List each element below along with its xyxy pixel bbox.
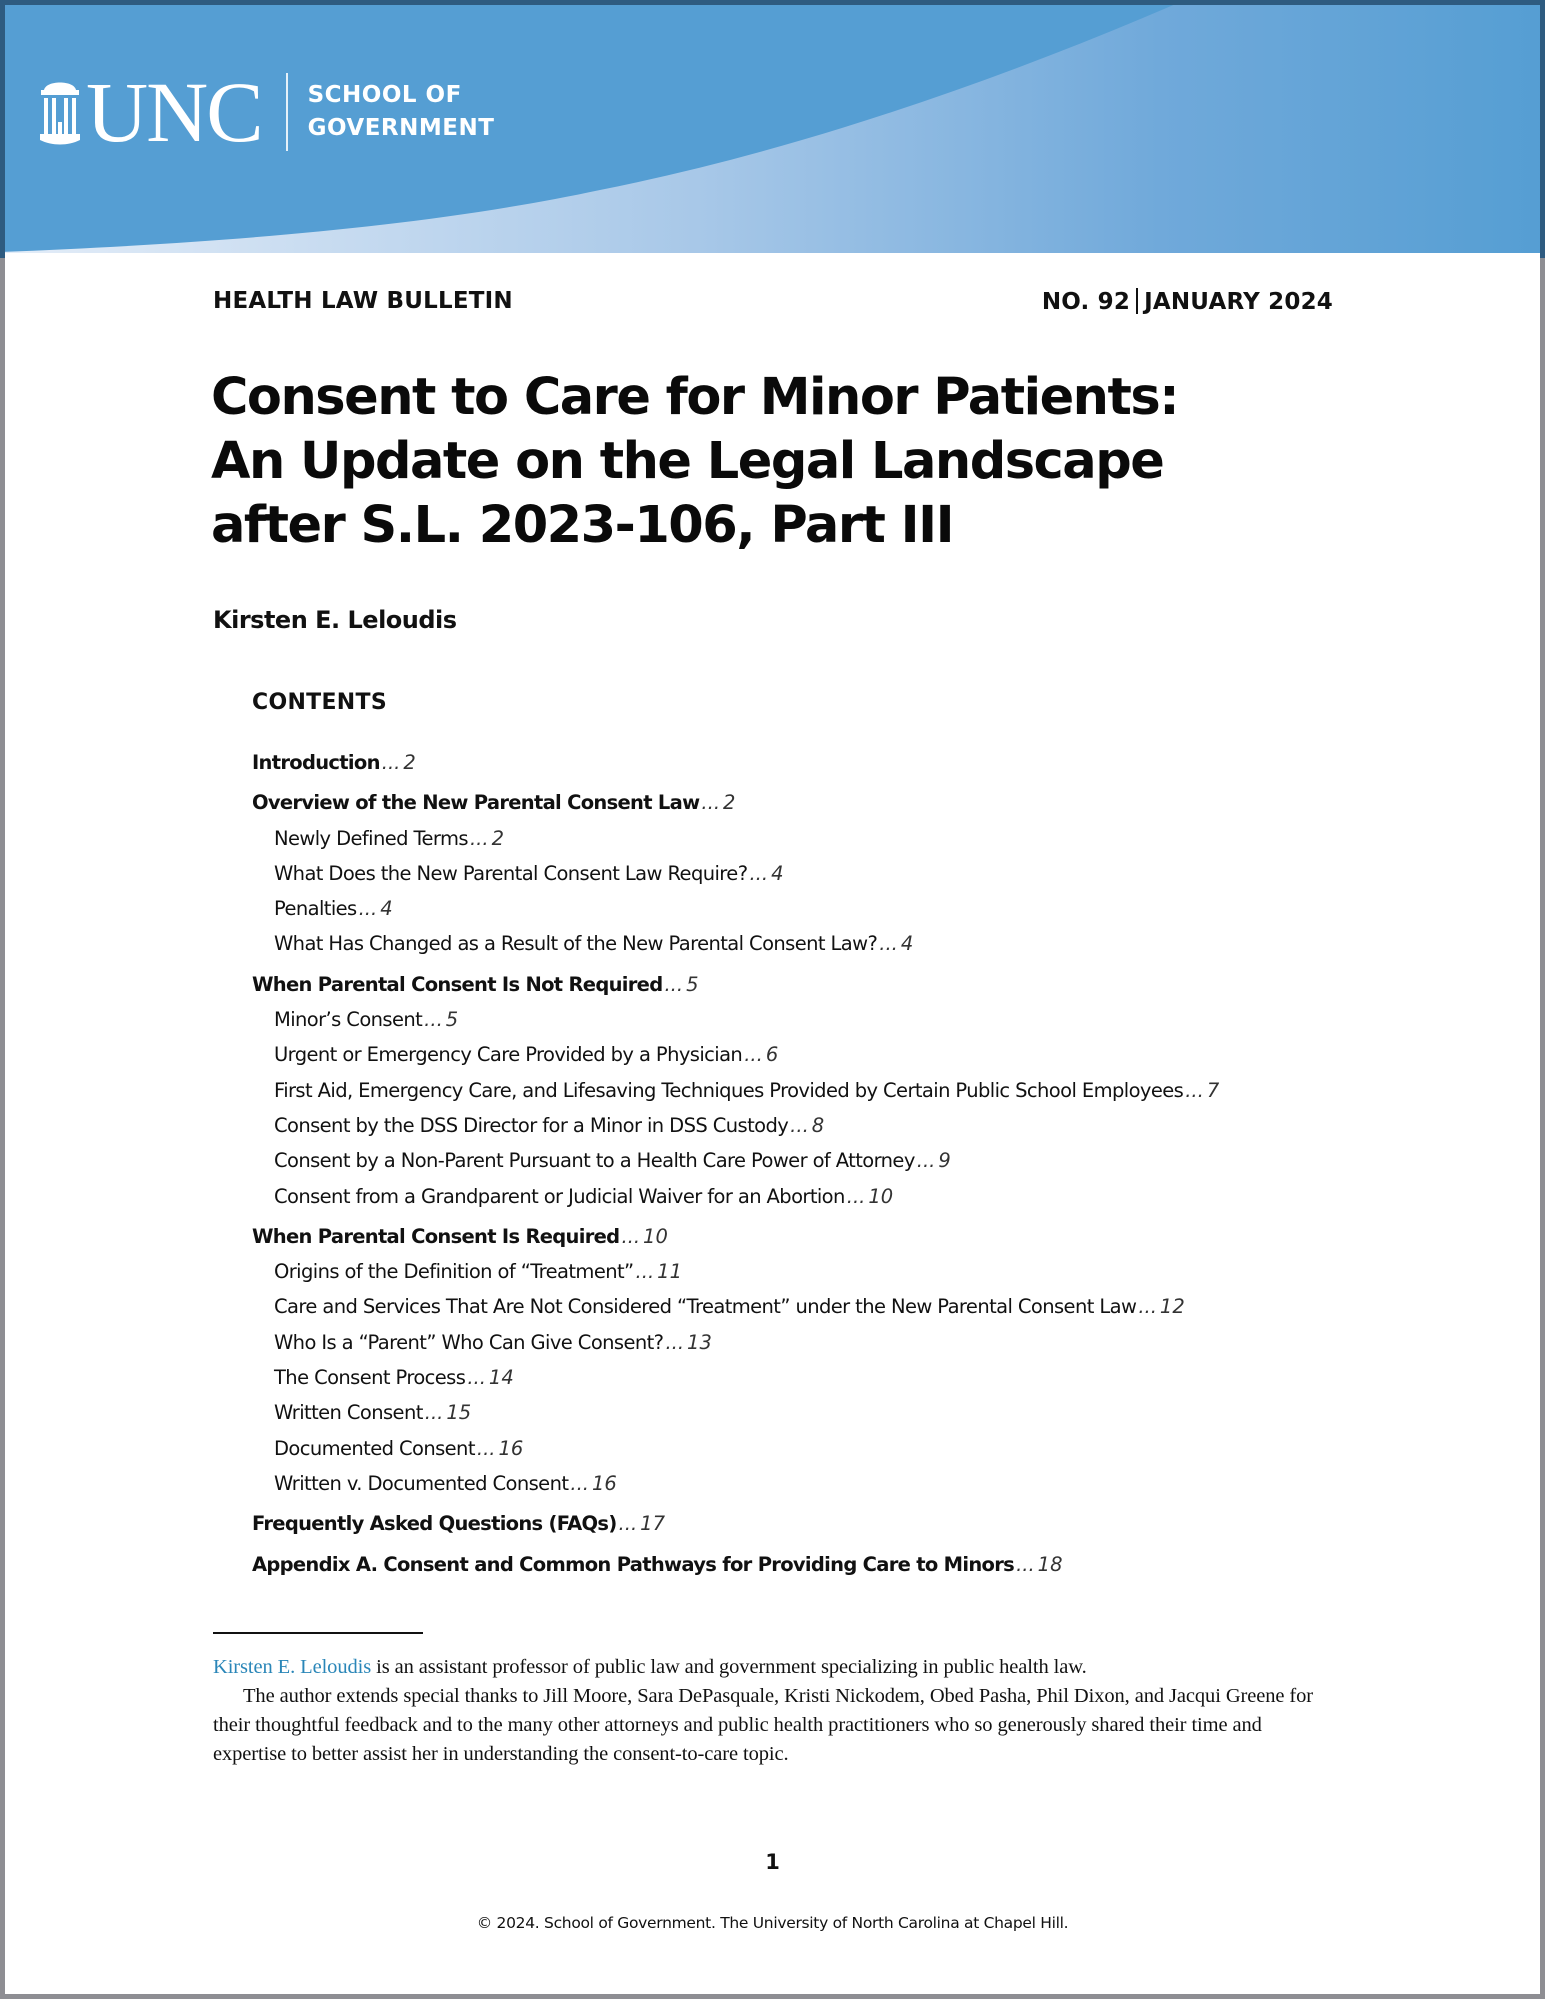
- toc-item-label: The Consent Process: [274, 1366, 466, 1390]
- toc-leader-dots: ...: [467, 1366, 486, 1390]
- toc-page-number: 8: [811, 1113, 825, 1137]
- toc-page-number: 15: [446, 1401, 472, 1425]
- contents-heading: CONTENTS: [252, 690, 387, 715]
- toc-item-label: Consent from a Grandparent or Judicial Waiver for an Abortion: [274, 1184, 845, 1208]
- toc-item-label: Care and Services That Are Not Considered “Treatment” under the New Parental Consent Law: [274, 1295, 1137, 1319]
- toc-item-label: Frequently Asked Questions (FAQs): [252, 1512, 617, 1536]
- unc-sog-logo: [38, 64, 495, 160]
- toc-item-label: Introduction: [252, 751, 380, 774]
- toc-leader-dots: ...: [749, 861, 769, 885]
- toc-leader-dots: ...: [1185, 1078, 1204, 1102]
- school-line-2: GOVERNMENT: [307, 115, 495, 141]
- toc-item-label: Urgent or Emergency Care Provided by a Physician: [274, 1043, 743, 1067]
- toc-subsection-item[interactable]: [252, 1073, 1352, 1108]
- toc-item-label: Appendix A. Consent and Common Pathways for Providing Care to Minors: [252, 1552, 1015, 1576]
- toc-leader-dots: ...: [381, 751, 401, 774]
- toc-item-label: Consent by the DSS Director for a Minor in DSS Custody: [274, 1113, 789, 1137]
- toc-page-number: 10: [643, 1224, 668, 1248]
- toc-item-label: Penalties: [274, 897, 357, 921]
- toc-leader-dots: ...: [1138, 1295, 1157, 1319]
- toc-item-label: First Aid, Emergency Care, and Lifesaving Techniques Provided by Certain Public School Employees: [274, 1078, 1184, 1102]
- toc-leader-dots: ...: [358, 897, 378, 921]
- toc-leader-dots: ...: [879, 932, 898, 956]
- toc-item-label: Consent by a Non-Parent Pursuant to a Health Care Power of Attorney: [274, 1149, 915, 1173]
- toc-section-item[interactable]: [252, 785, 1352, 820]
- toc-subsection-item[interactable]: [252, 1143, 1352, 1178]
- copyright-notice: © 2024. School of Government. The University of North Carolina at Chapel Hill.: [476, 1914, 1069, 1932]
- toc-item-label: Written Consent: [274, 1401, 423, 1425]
- toc-leader-dots: ...: [916, 1149, 936, 1173]
- toc-subsection-item[interactable]: [252, 1360, 1352, 1395]
- toc-leader-dots: ...: [665, 1330, 685, 1354]
- toc-item-label: Overview of the New Parental Consent Law: [252, 791, 700, 815]
- toc-item-label: Who Is a “Parent” Who Can Give Consent?: [274, 1330, 664, 1354]
- toc-leader-dots: ...: [618, 1512, 638, 1536]
- title-line-1: Consent to Care for Minor Patients:: [211, 368, 1179, 427]
- toc-subsection-item[interactable]: [252, 1002, 1352, 1037]
- toc-leader-dots: ...: [469, 826, 489, 850]
- document-title: [211, 366, 1361, 558]
- toc-item-label: Documented Consent: [274, 1436, 475, 1460]
- unc-wordmark: UNC: [86, 64, 262, 160]
- toc-page-number: 5: [445, 1008, 459, 1032]
- toc-item-label: Newly Defined Terms: [274, 826, 468, 850]
- toc-subsection-item[interactable]: [252, 1254, 1352, 1289]
- school-line-1: SCHOOL OF: [307, 82, 462, 108]
- toc-item-label: What Has Changed as a Result of the New Parental Consent Law?: [274, 932, 878, 956]
- toc-section-item[interactable]: [252, 1506, 1352, 1541]
- footnote-acknowledgments: The author extends special thanks to Jill Moore, Sara DePasquale, Kristi Nickodem, Obed Pasha, Phil Dixon, and Jacqui Greene for their thoughtful feedback and to the many other attorneys and public health practitioners who so generously shared their time and expertise to better assist her in understanding the consent-to-care topic.: [213, 1685, 1314, 1765]
- toc-item-label: Written v. Documented Consent: [274, 1471, 569, 1495]
- toc-page-number: 5: [686, 972, 699, 996]
- toc-item-label: What Does the New Parental Consent Law Require?: [274, 861, 748, 885]
- footnote-author-bio: [213, 1653, 1338, 1682]
- toc-subsection-item[interactable]: [252, 1179, 1352, 1214]
- toc-subsection-item[interactable]: [252, 1431, 1352, 1466]
- toc-page-number: 6: [765, 1043, 779, 1067]
- toc-page-number: 11: [657, 1260, 682, 1284]
- toc-subsection-item[interactable]: [252, 1108, 1352, 1143]
- toc-leader-dots: ...: [424, 1008, 443, 1032]
- author-bio-text: is an assistant professor of public law and government specializing in public health law.: [371, 1656, 1087, 1678]
- toc-item-label: Minor’s Consent: [274, 1008, 423, 1032]
- table-of-contents: [252, 745, 1352, 1582]
- toc-page-number: 2: [403, 751, 416, 774]
- toc-leader-dots: ...: [1016, 1552, 1035, 1576]
- toc-page-number: 4: [900, 932, 914, 956]
- toc-leader-dots: ...: [424, 1401, 444, 1425]
- toc-subsection-item[interactable]: [252, 891, 1352, 926]
- toc-page-number: 9: [938, 1149, 951, 1173]
- toc-page-number: 7: [1206, 1078, 1220, 1102]
- toc-page-number: 16: [498, 1436, 524, 1460]
- toc-subsection-item[interactable]: [252, 1395, 1352, 1430]
- toc-page-number: 13: [687, 1330, 712, 1354]
- bulletin-issue: [1042, 288, 1333, 315]
- toc-page-number: 2: [491, 826, 504, 850]
- toc-leader-dots: ...: [621, 1224, 641, 1248]
- toc-subsection-item[interactable]: [252, 926, 1352, 961]
- toc-section-item[interactable]: [252, 1547, 1352, 1582]
- toc-page-number: 14: [488, 1366, 514, 1390]
- footnote-rule: [213, 1632, 423, 1634]
- toc-section-item[interactable]: [252, 1219, 1352, 1254]
- bulletin-bar: [213, 288, 1333, 315]
- toc-item-label: When Parental Consent Is Not Required: [252, 972, 663, 996]
- toc-item-label: When Parental Consent Is Required: [252, 1224, 620, 1248]
- old-well-icon: [38, 76, 82, 148]
- toc-subsection-item[interactable]: [252, 1466, 1352, 1501]
- toc-page-number: 4: [380, 897, 393, 921]
- toc-page-number: 10: [868, 1184, 894, 1208]
- toc-leader-dots: ...: [744, 1043, 763, 1067]
- toc-subsection-item[interactable]: [252, 1325, 1352, 1360]
- toc-page-number: 2: [723, 791, 736, 815]
- bulletin-number: NO. 92: [1041, 289, 1131, 315]
- header-banner: [0, 0, 1545, 253]
- toc-leader-dots: ...: [846, 1184, 866, 1208]
- toc-leader-dots: ...: [635, 1260, 655, 1284]
- toc-page-number: 4: [771, 861, 784, 885]
- toc-page-number: 18: [1037, 1552, 1063, 1576]
- toc-leader-dots: ...: [476, 1436, 496, 1460]
- title-line-2: An Update on the Legal Landscape: [211, 432, 1164, 491]
- toc-page-number: 17: [640, 1512, 665, 1536]
- toc-subsection-item[interactable]: [252, 856, 1352, 891]
- toc-subsection-item[interactable]: [252, 1037, 1352, 1072]
- toc-leader-dots: ...: [790, 1113, 809, 1137]
- toc-leader-dots: ...: [701, 791, 721, 815]
- toc-leader-dots: ...: [570, 1471, 589, 1495]
- toc-section-item[interactable]: [252, 745, 1352, 780]
- toc-subsection-item[interactable]: [252, 821, 1352, 856]
- footnote: [213, 1653, 1338, 1769]
- school-of-government-label: [308, 79, 495, 145]
- toc-item-label: Origins of the Definition of “Treatment”: [274, 1260, 634, 1284]
- toc-leader-dots: ...: [664, 972, 684, 996]
- toc-page-number: 12: [1159, 1295, 1185, 1319]
- bulletin-separator: [1136, 288, 1138, 314]
- toc-subsection-item[interactable]: [252, 1289, 1352, 1324]
- page-number: 1: [765, 1850, 780, 1874]
- toc-section-item[interactable]: [252, 967, 1352, 1002]
- bulletin-date: JANUARY 2024: [1144, 289, 1333, 315]
- author-byline: Kirsten E. Leloudis: [213, 606, 457, 634]
- toc-page-number: 16: [591, 1471, 617, 1495]
- logo-divider: [286, 73, 288, 151]
- bulletin-series: HEALTH LAW BULLETIN: [213, 288, 513, 314]
- author-link[interactable]: Kirsten E. Leloudis: [213, 1656, 372, 1678]
- title-line-3: after S.L. 2023-106, Part III: [211, 496, 954, 555]
